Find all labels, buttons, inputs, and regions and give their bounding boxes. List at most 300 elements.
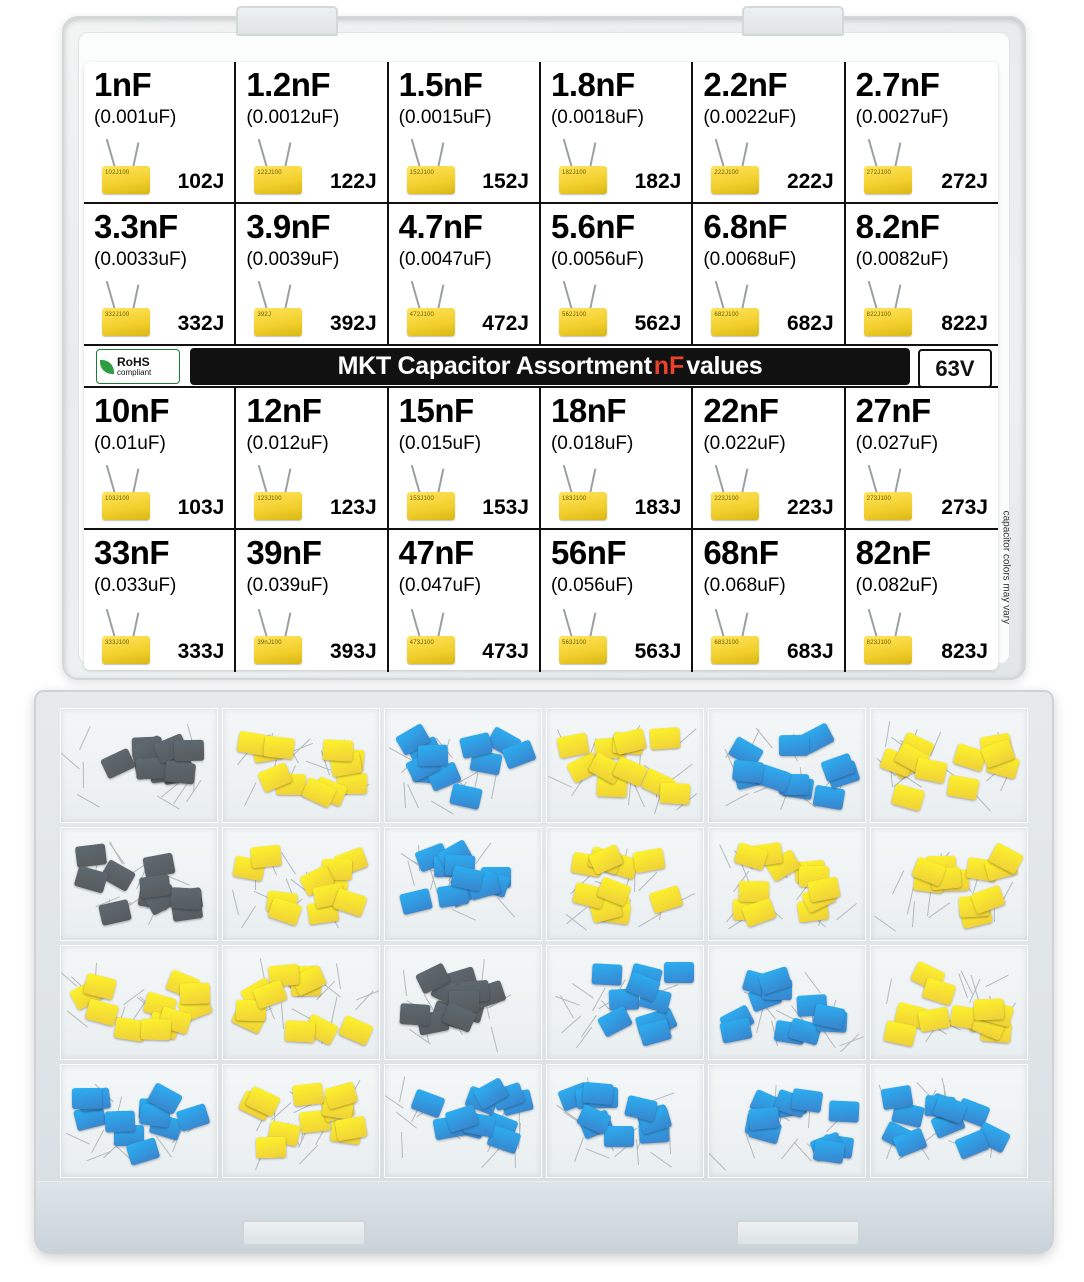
capacitor-marking: 562J100 bbox=[561, 312, 587, 318]
value-cell bbox=[84, 530, 236, 672]
lead-wire bbox=[452, 908, 476, 920]
value-cell bbox=[693, 62, 845, 204]
value-cell bbox=[236, 388, 388, 530]
lead-wire bbox=[741, 142, 748, 168]
lead-wire bbox=[67, 1010, 88, 1027]
compartment[interactable] bbox=[870, 708, 1028, 823]
cell-code: 822J bbox=[941, 312, 988, 335]
capacitor-pile bbox=[553, 715, 697, 816]
value-cell bbox=[693, 388, 845, 530]
capacitor-pile bbox=[391, 1071, 535, 1172]
capacitor-body bbox=[255, 1137, 286, 1159]
compartment[interactable] bbox=[708, 1064, 866, 1179]
capacitor-body bbox=[720, 1017, 754, 1043]
lead-wire bbox=[928, 902, 950, 918]
lead-wire bbox=[586, 1148, 611, 1159]
cell-value: 33nF bbox=[94, 534, 170, 571]
capacitor-icon bbox=[403, 462, 469, 520]
capacitor-icon bbox=[98, 462, 164, 520]
capacitor-body bbox=[407, 166, 455, 194]
capacitor-body bbox=[748, 1107, 780, 1131]
cell-value: 68nF bbox=[703, 534, 779, 571]
lead-wire bbox=[86, 1151, 111, 1162]
capacitor-icon bbox=[403, 278, 469, 336]
lead-wire bbox=[894, 468, 901, 494]
lead-wire bbox=[576, 1027, 592, 1049]
lead-wire bbox=[894, 612, 901, 638]
lead-wire bbox=[725, 793, 748, 807]
capacitor-body bbox=[173, 740, 203, 762]
capacitor-body bbox=[559, 492, 607, 520]
lead-wire bbox=[404, 782, 407, 808]
capacitor-body bbox=[254, 166, 302, 194]
cell-value: 3.9nF bbox=[246, 208, 331, 245]
capacitor-pile bbox=[715, 952, 859, 1053]
box-tray bbox=[34, 690, 1054, 1254]
lead-wire bbox=[475, 842, 491, 864]
capacitor-pile bbox=[229, 952, 373, 1053]
capacitor-marking: 222J100 bbox=[714, 170, 739, 176]
lead-wire bbox=[741, 284, 748, 310]
lead-wire bbox=[79, 726, 91, 750]
lead-wire bbox=[669, 1128, 672, 1154]
lead-wire bbox=[708, 1151, 726, 1171]
value-cell bbox=[84, 62, 236, 204]
capacitor-pile bbox=[877, 1071, 1021, 1172]
capacitor-body bbox=[102, 308, 150, 336]
value-cell bbox=[846, 388, 998, 530]
capacitor-body bbox=[418, 745, 449, 767]
capacitor-body bbox=[102, 492, 150, 520]
cell-microfarad: (0.0056uF) bbox=[550, 248, 644, 270]
capacitor-pile bbox=[229, 834, 373, 935]
lead-wire bbox=[355, 991, 374, 1011]
cell-value: 10nF bbox=[94, 392, 170, 429]
compartment[interactable] bbox=[870, 945, 1028, 1060]
lead-wire bbox=[491, 1027, 499, 1053]
lead-wire bbox=[481, 1148, 500, 1168]
lead-wire bbox=[281, 1003, 285, 1029]
lead-wire bbox=[284, 612, 291, 638]
lead-wire bbox=[867, 609, 877, 638]
compartment[interactable] bbox=[546, 945, 704, 1060]
capacitor-marking: 273J100 bbox=[866, 496, 892, 502]
capacitor-pile bbox=[715, 834, 859, 935]
value-cell bbox=[236, 204, 388, 346]
cell-value: 8.2nF bbox=[855, 208, 940, 245]
capacitor-pile bbox=[715, 1071, 859, 1172]
lead-wire bbox=[671, 764, 693, 781]
lead-wire bbox=[281, 852, 296, 875]
value-cell bbox=[84, 204, 236, 346]
capacitor-icon bbox=[250, 278, 316, 336]
lead-wire bbox=[581, 1015, 597, 1037]
lead-wire bbox=[589, 284, 596, 310]
lead-wire bbox=[548, 776, 572, 788]
title-band-row bbox=[84, 346, 998, 388]
lead-wire bbox=[132, 612, 139, 638]
capacitor-icon bbox=[555, 278, 621, 336]
lead-wire bbox=[299, 1145, 318, 1165]
cell-value: 47nF bbox=[398, 534, 474, 571]
lead-wire bbox=[106, 609, 116, 638]
capacitor-pile bbox=[877, 715, 1021, 816]
value-cell bbox=[846, 62, 998, 204]
cell-microfarad: (0.082uF) bbox=[855, 574, 939, 596]
cell-value: 2.7nF bbox=[855, 66, 940, 103]
lead-wire bbox=[885, 721, 891, 747]
capacitor-icon bbox=[555, 136, 621, 194]
capacitor-body bbox=[75, 843, 107, 867]
capacitor-icon bbox=[707, 278, 773, 336]
capacitor-marking: 683J100 bbox=[714, 640, 739, 646]
lead-wire bbox=[258, 465, 268, 494]
cell-code: 152J bbox=[482, 170, 529, 193]
capacitor-body bbox=[407, 636, 455, 664]
capacitor-body bbox=[732, 759, 764, 783]
lead-wire bbox=[284, 284, 291, 310]
cell-value: 1.5nF bbox=[398, 66, 483, 103]
capacitor-body bbox=[450, 783, 484, 810]
compartment[interactable] bbox=[222, 827, 380, 942]
cell-microfarad: (0.068uF) bbox=[703, 574, 786, 596]
lead-wire bbox=[563, 139, 573, 168]
lead-wire bbox=[572, 983, 594, 999]
cell-microfarad: (0.0022uF) bbox=[703, 106, 797, 128]
lead-wire bbox=[719, 844, 731, 868]
cell-microfarad: (0.0027uF) bbox=[855, 106, 949, 128]
lead-wire bbox=[805, 972, 822, 994]
cell-microfarad: (0.0012uF) bbox=[246, 106, 340, 128]
lead-wire bbox=[258, 609, 268, 638]
capacitor-body bbox=[791, 1088, 824, 1113]
cell-code: 122J bbox=[329, 170, 377, 193]
capacitor-body bbox=[407, 308, 455, 336]
capacitor-body bbox=[263, 735, 295, 759]
lead-wire bbox=[589, 612, 596, 638]
cell-microfarad: (0.0082uF) bbox=[855, 248, 949, 270]
lead-wire bbox=[886, 978, 892, 1004]
lead-wire bbox=[132, 468, 139, 494]
capacitor-body bbox=[254, 492, 302, 520]
capacitor-body bbox=[400, 1003, 431, 1026]
capacitor-body bbox=[102, 166, 150, 194]
capacitor-marking: 563J100 bbox=[561, 640, 587, 646]
cell-value: 18nF bbox=[550, 392, 627, 429]
capacitor-icon bbox=[98, 606, 164, 664]
lead-wire bbox=[258, 139, 268, 168]
lead-wire bbox=[336, 963, 341, 989]
cell-microfarad: (0.056uF) bbox=[550, 574, 634, 596]
capacitor-icon bbox=[403, 606, 469, 664]
capacitor-body bbox=[604, 1126, 634, 1147]
value-cell bbox=[846, 530, 998, 672]
capacitor-body bbox=[914, 757, 948, 784]
capacitor-marking: 183J100 bbox=[561, 496, 587, 502]
capacitor-body bbox=[711, 166, 759, 194]
cell-value: 39nF bbox=[246, 534, 322, 571]
lead-wire bbox=[741, 468, 748, 494]
cell-value: 1.8nF bbox=[550, 66, 635, 103]
cell-microfarad: (0.018uF) bbox=[550, 432, 634, 454]
compartment[interactable] bbox=[60, 1064, 218, 1179]
cell-code: 183J bbox=[634, 496, 682, 519]
compartment[interactable] bbox=[222, 1064, 380, 1179]
color-disclaimer: capacitor colors may vary bbox=[1000, 510, 1011, 624]
lead-wire bbox=[927, 890, 932, 916]
lead-wire bbox=[715, 139, 725, 168]
lead-wire bbox=[638, 872, 657, 891]
capacitor-body bbox=[322, 739, 353, 762]
compartment[interactable] bbox=[60, 945, 218, 1060]
value-cell bbox=[389, 530, 541, 672]
capacitor-pile bbox=[391, 834, 535, 935]
cell-microfarad: (0.0018uF) bbox=[550, 106, 644, 128]
lead-wire bbox=[912, 901, 915, 927]
compartment[interactable] bbox=[60, 827, 218, 942]
cell-code: 472J bbox=[482, 312, 529, 335]
lead-wire bbox=[399, 1076, 406, 1102]
capacitor-icon bbox=[250, 462, 316, 520]
lead-wire bbox=[894, 142, 901, 168]
capacitor-body bbox=[596, 1005, 632, 1038]
compartment[interactable] bbox=[60, 708, 218, 823]
capacitor-body bbox=[917, 1007, 950, 1033]
capacitor-body bbox=[659, 782, 690, 805]
capacitor-body bbox=[864, 166, 912, 194]
tray-latch-right[interactable] bbox=[736, 1220, 860, 1246]
cell-value: 12nF bbox=[246, 392, 322, 429]
capacitor-pile bbox=[229, 715, 373, 816]
capacitor-body bbox=[946, 774, 979, 800]
lead-wire bbox=[715, 281, 725, 310]
cell-code: 473J bbox=[482, 640, 529, 663]
compartment[interactable] bbox=[384, 827, 542, 942]
value-cell bbox=[236, 530, 388, 672]
capacitor-body bbox=[633, 847, 666, 873]
lead-wire bbox=[91, 1130, 105, 1154]
capacitor-pile bbox=[877, 952, 1021, 1053]
capacitor-body bbox=[559, 308, 607, 336]
compartment-grid bbox=[60, 708, 1028, 1178]
lead-wire bbox=[65, 1133, 89, 1145]
lead-wire bbox=[106, 139, 116, 168]
capacitor-body bbox=[880, 1084, 913, 1110]
cell-microfarad: (0.027uF) bbox=[855, 432, 939, 454]
cell-microfarad: (0.039uF) bbox=[246, 574, 329, 596]
capacitor-body bbox=[664, 962, 694, 983]
lead-wire bbox=[132, 142, 139, 168]
cell-value: 4.7nF bbox=[398, 208, 483, 245]
capacitor-marking: 153J100 bbox=[409, 496, 435, 502]
lead-wire bbox=[77, 794, 100, 808]
cell-code: 272J bbox=[941, 170, 988, 193]
cell-code: 333J bbox=[177, 640, 225, 663]
capacitor-icon bbox=[860, 278, 926, 336]
lead-wire bbox=[563, 609, 573, 638]
cell-microfarad: (0.0039uF) bbox=[246, 248, 340, 270]
compartment[interactable] bbox=[708, 827, 866, 942]
lead-wire bbox=[638, 913, 661, 927]
value-cell bbox=[693, 530, 845, 672]
lead-wire bbox=[437, 284, 444, 310]
capacitor-marking: 332J100 bbox=[105, 312, 130, 318]
cell-value: 1.2nF bbox=[246, 66, 331, 103]
lead-wire bbox=[410, 139, 420, 168]
capacitor-body bbox=[812, 1139, 845, 1164]
cell-value: 3.3nF bbox=[94, 208, 178, 245]
capacitor-body bbox=[973, 999, 1004, 1021]
compartment[interactable] bbox=[870, 1064, 1028, 1179]
compartment[interactable] bbox=[546, 827, 704, 942]
capacitor-icon bbox=[860, 136, 926, 194]
voltage-badge: 63V bbox=[918, 349, 992, 388]
capacitor-pile bbox=[391, 952, 535, 1053]
value-cell bbox=[84, 388, 236, 530]
capacitor-marking: 102J100 bbox=[105, 170, 130, 176]
compartment[interactable] bbox=[708, 708, 866, 823]
capacitor-body bbox=[334, 1116, 367, 1142]
capacitor-marking: 123J100 bbox=[257, 496, 282, 502]
value-cell bbox=[541, 530, 693, 672]
compartment[interactable] bbox=[708, 945, 866, 1060]
tray-latch-left[interactable] bbox=[242, 1220, 366, 1246]
capacitor-body bbox=[812, 785, 845, 811]
capacitor-icon bbox=[250, 606, 316, 664]
lead-wire bbox=[132, 284, 139, 310]
lead-wire bbox=[284, 468, 291, 494]
capacitor-body bbox=[559, 636, 607, 664]
lead-wire bbox=[403, 970, 407, 996]
capacitor-marking: 152J100 bbox=[409, 170, 435, 176]
compartment[interactable] bbox=[546, 708, 704, 823]
capacitor-pile bbox=[391, 715, 535, 816]
compartment[interactable] bbox=[222, 708, 380, 823]
capacitor-body bbox=[592, 963, 623, 986]
capacitor-body bbox=[175, 1103, 210, 1132]
capacitor-marking: 823J100 bbox=[866, 640, 892, 646]
lead-wire bbox=[741, 612, 748, 638]
lead-wire bbox=[715, 609, 725, 638]
capacitor-body bbox=[407, 492, 455, 520]
lead-wire bbox=[410, 609, 420, 638]
capacitor-body bbox=[102, 636, 150, 664]
lead-wire bbox=[491, 773, 497, 799]
capacitor-body bbox=[711, 636, 759, 664]
compartment[interactable] bbox=[546, 1064, 704, 1179]
lead-wire bbox=[497, 897, 515, 918]
leaf-icon bbox=[100, 360, 114, 374]
value-cell bbox=[389, 62, 541, 204]
capacitor-body bbox=[98, 899, 132, 926]
capacitor-pile bbox=[67, 715, 211, 816]
lead-wire bbox=[437, 142, 444, 168]
capacitor-body bbox=[648, 885, 683, 914]
lead-wire bbox=[106, 281, 116, 310]
capacitor-marking: 182J100 bbox=[561, 170, 587, 176]
lead-wire bbox=[410, 465, 420, 494]
capacitor-marking: 392J bbox=[257, 312, 272, 318]
capacitor-body bbox=[864, 308, 912, 336]
capacitor-icon bbox=[98, 136, 164, 194]
lead-wire bbox=[563, 281, 573, 310]
capacitor-body bbox=[254, 636, 302, 664]
capacitor-icon bbox=[707, 606, 773, 664]
cell-value: 2.2nF bbox=[703, 66, 788, 103]
capacitor-body bbox=[105, 1110, 136, 1132]
value-cell bbox=[389, 204, 541, 346]
capacitor-body bbox=[72, 1087, 102, 1108]
label-card bbox=[84, 62, 1011, 670]
lead-wire bbox=[892, 870, 905, 894]
compartment[interactable] bbox=[870, 827, 1028, 942]
cell-microfarad: (0.001uF) bbox=[94, 106, 177, 128]
capacitor-icon bbox=[98, 278, 164, 336]
cell-code: 123J bbox=[329, 496, 377, 519]
lead-wire bbox=[867, 465, 877, 494]
lead-wire bbox=[574, 1138, 584, 1163]
capacitor-pile bbox=[229, 1071, 373, 1172]
cell-code: 393J bbox=[329, 640, 377, 663]
compartment[interactable] bbox=[384, 708, 542, 823]
capacitor-body bbox=[285, 1021, 316, 1043]
lead-wire bbox=[407, 861, 415, 886]
capacitor-marking: 473J100 bbox=[409, 640, 435, 646]
compartment[interactable] bbox=[384, 1064, 542, 1179]
cell-value: 15nF bbox=[398, 392, 474, 429]
lead-wire bbox=[60, 751, 80, 769]
lead-wire bbox=[563, 465, 573, 494]
capacitor-marking: 39nJ100 bbox=[257, 640, 282, 646]
title-main: MKT Capacitor Assortment bbox=[337, 352, 652, 380]
lead-wire bbox=[589, 142, 596, 168]
cell-value: 56nF bbox=[550, 534, 627, 571]
compartment[interactable] bbox=[222, 945, 380, 1060]
lid-tab-right[interactable] bbox=[742, 6, 844, 36]
cell-code: 222J bbox=[786, 170, 834, 193]
lead-wire bbox=[241, 906, 256, 929]
cell-value: 22nF bbox=[703, 392, 779, 429]
capacitor-pile bbox=[877, 834, 1021, 935]
value-cell bbox=[846, 204, 998, 346]
capacitor-icon bbox=[860, 462, 926, 520]
lid-tab-left[interactable] bbox=[236, 6, 338, 36]
capacitor-pile bbox=[553, 834, 697, 935]
lead-wire bbox=[284, 142, 291, 168]
capacitor-body bbox=[559, 166, 607, 194]
capacitor-body bbox=[139, 874, 171, 898]
capacitor-icon bbox=[250, 136, 316, 194]
capacitor-body bbox=[398, 888, 432, 915]
cell-value: 6.8nF bbox=[703, 208, 788, 245]
capacitor-pile bbox=[67, 1071, 211, 1172]
lead-wire bbox=[437, 612, 444, 638]
cell-code: 332J bbox=[177, 312, 225, 335]
capacitor-body bbox=[711, 308, 759, 336]
lead-wire bbox=[258, 281, 268, 310]
cell-microfarad: (0.0033uF) bbox=[94, 248, 187, 270]
lead-wire bbox=[410, 281, 420, 310]
cell-code: 182J bbox=[634, 170, 682, 193]
lead-wire bbox=[407, 784, 419, 808]
compartment[interactable] bbox=[384, 945, 542, 1060]
capacitor-body bbox=[649, 727, 680, 750]
cell-code: 273J bbox=[941, 496, 988, 519]
capacitor-body bbox=[141, 1019, 172, 1041]
cell-microfarad: (0.01uF) bbox=[94, 432, 166, 454]
lead-wire bbox=[781, 1139, 798, 1160]
lead-wire bbox=[867, 139, 877, 168]
